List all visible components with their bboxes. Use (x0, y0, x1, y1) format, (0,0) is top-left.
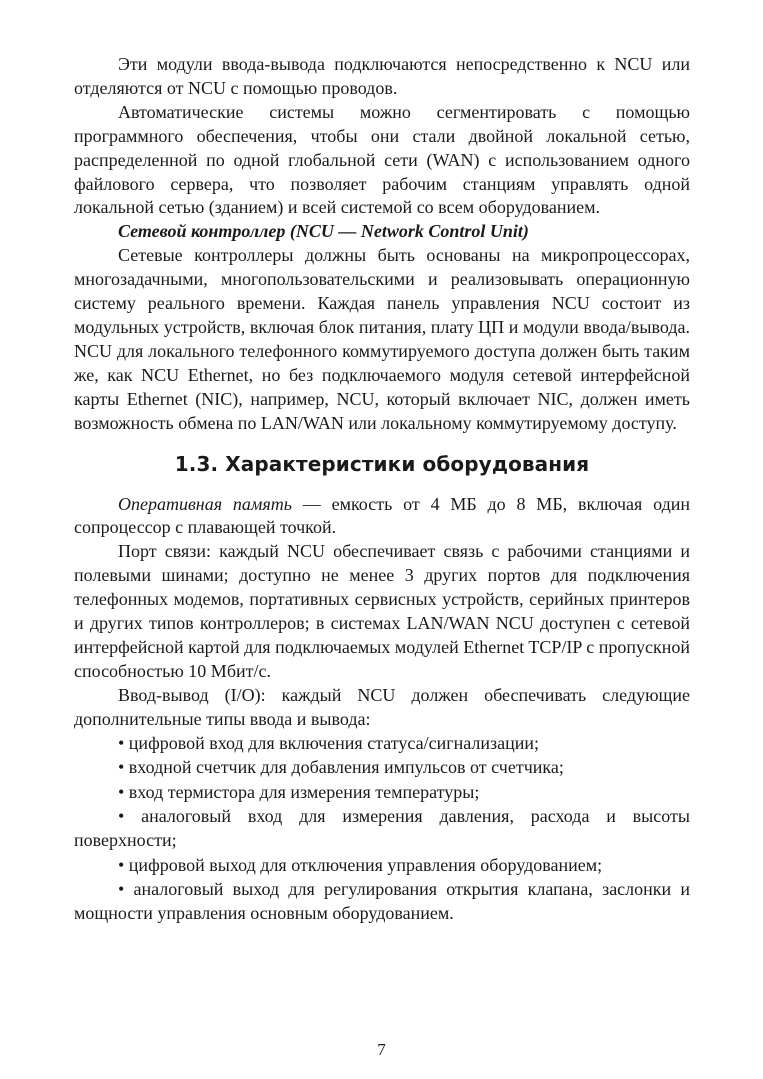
list-item: • аналоговый выход для регулирования открытия клапана, заслонки и мощности управления основным оборудованием. (74, 879, 690, 923)
ncu-subheading: Сетевой контроллер (NCU — Network Control Unit) (118, 221, 529, 242)
paragraph-ncu: Сетевые контроллеры должны быть основаны на микропроцессорах, многозадачными, многопользовательскими и реализовывать операционную систему реального времени. Каждая панель управления NCU состоит из модульных устройств, включая блок питания, плату ЦП и модули ввода/вывода. NCU для локального телефонного коммутируемого доступа должен быть таким же, как NCU Ethernet, но без подключаемого модуля сетевой интерфейсной карты Ethernet (NIC), например, NCU, который включает NIC, должен иметь возможность обмена по LAN/WAN или локальному коммутируемому доступу. (74, 245, 690, 433)
list-item: • цифровой выход для отключения управления оборудованием; (118, 854, 603, 875)
page-number: 7 (377, 1040, 386, 1059)
paragraph-io-modules: Эти модули ввода-вывода подключаются непосредственно к NCU или отделяются от NCU с помощью проводов. (74, 54, 690, 98)
section-title: 1.3. Характеристики оборудования (174, 451, 590, 476)
list-item: • аналоговый вход для измерения давления, расхода и высоты поверхности; (74, 806, 690, 851)
list-item: • цифровой вход для включения статуса/сигнализации; (118, 733, 540, 754)
page-body (74, 53, 690, 926)
paragraph-io: Ввод-вывод (I/O): каждый NCU должен обеспечивать следующие дополнительные типы ввода и вывода: (74, 684, 690, 729)
memory-term: Оперативная память (118, 493, 292, 514)
list-item: • входной счетчик для добавления импульсов от счетчика; (118, 757, 564, 778)
memory-text: — емкость от 4 МБ до 8 МБ, включая один сопроцессор с плавающей точкой. (74, 493, 690, 538)
paragraph-memory (74, 493, 690, 541)
paragraph-ports: Порт связи: каждый NCU обеспечивает связь с рабочими станциями и полевыми шинами; доступно не менее 3 других портов для подключения телефонных модемов, портативных сервисных устройств, серийных принтеров и других типов контроллеров; в системах LAN/WAN NCU доступен с сетевой интерфейсной картой для подключаемых модулей Ethernet TCP/IP с пропускной способностью 10 Мбит/с. (74, 541, 690, 681)
list-item: • вход термистора для измерения температуры; (118, 781, 480, 802)
paragraph-segmentation: Автоматические системы можно сегментировать с помощью программного обеспечения, чтобы они стали двойной локальной сетью, распределенной по одной глобальной сети (WAN) с использованием одного файлового сервера, что позволяет рабочим станциям управлять одной локальной сетью (зданием) и всей системой со всем оборудованием. (74, 101, 690, 218)
